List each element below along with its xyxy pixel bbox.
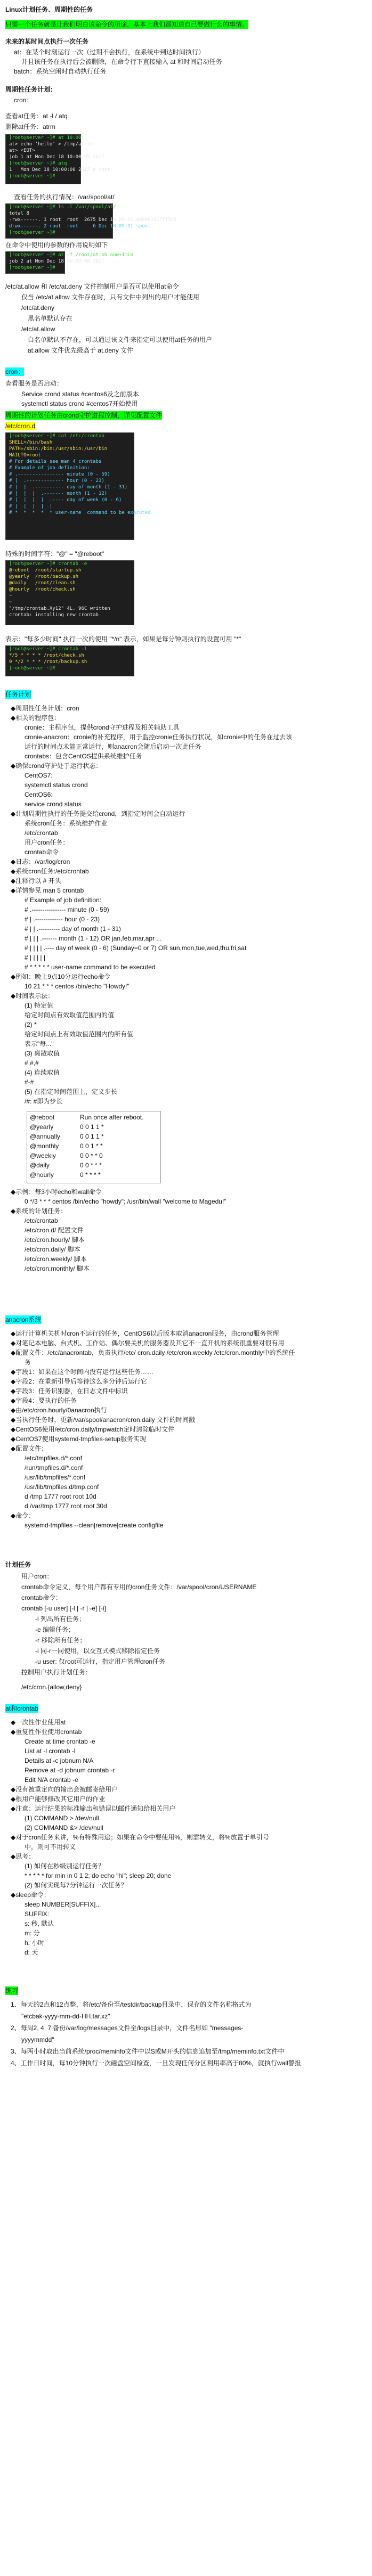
text-line: 运行的时间点未能正常运行，则anacron会随后启动一次此任务	[25, 743, 201, 750]
summary-banner: 任务计划	[5, 691, 31, 698]
text-line: d /var/tmp 1777 root root 30d	[25, 1502, 107, 1510]
text-line: ◆详情参见 man 5 crontab	[11, 887, 84, 894]
special-meaning: 0 * * * *	[80, 1171, 101, 1179]
term-line: @yearly /root/backup.sh	[9, 574, 79, 579]
terminal-at-schedule	[5, 134, 110, 184]
special-keyword: @annually	[30, 1133, 60, 1140]
text-line: crontab [-u user] [-l | -r | -e] [-i]	[21, 1605, 106, 1612]
text-line: 用户cron任务：	[25, 839, 69, 846]
text-line: ◆CentOS6使用/etc/cron.daily/tmpwatch定时清除临时文件	[11, 1426, 175, 1433]
text-line: crontab命令定义，每个用户都有专用的cron任务文件：/var/spool/cron/USERNAME	[21, 1583, 257, 1591]
allow-item: 黑名单默认存在	[28, 315, 73, 322]
text-line: 系统cron任务：系统维护作业	[25, 820, 108, 827]
text-line: ◆确保crond守护处于运行状态：	[11, 762, 102, 770]
text-line: service crond status	[25, 800, 82, 808]
text-line: ◆例如：晚上9点10分运行echo命令	[11, 973, 111, 980]
text-line: (3) 离散取值	[25, 1050, 60, 1057]
text-line: 中，则可不用转义	[25, 1843, 76, 1851]
text-line: ◆字段4：要执行的任务	[11, 1397, 77, 1404]
term-line: ~	[9, 600, 12, 605]
text-line: # | .------------- hour (0 - 23)	[25, 915, 100, 923]
cron-banner: cron：	[5, 368, 25, 375]
text-line: /etc/crontab	[25, 829, 58, 837]
special-keyword: @daily	[30, 1162, 50, 1169]
text-line: cronie-anacron：cronie的补充程序，用于监控cronie任务执行状况，如cronie中的任务在过去该	[25, 733, 293, 741]
text-line: (1) COMMAND > /dev/null	[25, 1814, 99, 1822]
term-line: [root@server ~]#	[9, 666, 59, 671]
text-line: ◆配置文件：/etc/anacrontab，负责执行/etc/ cron.daily /etc/cron.weekly /etc/cron.monthly中的系统任	[11, 1349, 295, 1356]
text-line: 给定时间点上有效取值范围内的所有值	[25, 1031, 134, 1038]
text-line: /etc/cron.monthly/ 脚本	[25, 1265, 90, 1272]
cron-file-tag: /etc/cron.d	[5, 422, 36, 430]
text-line: CentOS7:	[25, 772, 53, 779]
batch-desc: batch：系统空闲时自动执行任务	[14, 68, 107, 75]
term-line: # | | .---------- day of month (1 - 31)	[9, 485, 128, 490]
text-line: 务	[25, 1359, 31, 1366]
special-keyword: @yearly	[30, 1123, 54, 1131]
term-line: job 1 at Mon Dec 18 10:00:00 2017	[9, 154, 104, 160]
text-line: #-#	[25, 1078, 34, 1086]
anacron-banner: anacron系统	[5, 1316, 42, 1323]
term-line: [root@server ~]# at -f /root/at.sh now+1min	[9, 252, 133, 258]
intro-banner: 只需一个任务就是让我们明白该命令的用途，基本上我们都知道自己要做什么的事情。	[5, 21, 249, 28]
section1-title: 未来的某时间点执行一次任务	[5, 38, 89, 45]
term-line: [root@server ~]# atq	[9, 161, 67, 166]
term-line: [root@server ~]# crontab -e	[9, 561, 87, 567]
text-line: s: 秒, 默认	[25, 1920, 54, 1927]
text-line: 给定时间点有效取值范围内的值	[25, 1011, 115, 1019]
text-line: ◆配置文件：	[11, 1445, 48, 1452]
term-line: ~	[9, 593, 12, 599]
term-line: # For details see man 4 crontabs	[9, 459, 102, 464]
text-line: ◆字段2：在重新引导后等待这么多分钟后运行它	[11, 1378, 147, 1385]
term-line: # Example of job definition:	[9, 465, 90, 471]
text-line: ◆当执行任务时，更新/var/spool/anacron/cron.daily 文件的时间戳	[11, 1416, 195, 1424]
control-line: /etc/cron.{allow,deny}	[21, 1683, 82, 1691]
term-line: -rwx------. 1 root root 2675 Dec 18 09:31 a00001017ff5c8	[9, 217, 177, 223]
text-line: ◆重复性作业使用crontab	[11, 1728, 82, 1736]
text-line: (5) 在指定时间范围上，定义步长	[25, 1088, 118, 1095]
text-line: (2) 如何实现每7分钟运行一次任务？	[25, 1882, 127, 1889]
special-table-border	[27, 1111, 161, 1183]
term-line: # | .------------- hour (0 - 23)	[9, 478, 104, 484]
text-line: h: 小时	[25, 1939, 45, 1947]
term-line: 0 */2 * * * /root/backup.sh	[9, 659, 87, 665]
special-caption: 特殊的时间字符："@" = "@reboot"	[5, 550, 104, 558]
term-line: at> echo 'hello' > /tmp/at.txt	[9, 142, 96, 147]
text-line: /etc/cron.weekly/ 脚本	[25, 1255, 87, 1263]
text-line: /etc/crontab	[25, 1217, 58, 1224]
term-line: [root@server ~]# ls -l /var/spool/at/	[9, 205, 116, 210]
special-meaning: 0 0 * * *	[80, 1162, 102, 1169]
text-line: 用户cron：	[21, 1573, 53, 1580]
term-line: total 8	[9, 211, 29, 216]
text-line: crontabs：包含CentOS提供系统维护任务	[25, 753, 142, 760]
text-line: Details at -c jobnum N/A	[25, 1757, 94, 1764]
text-line: # Example of job definition:	[25, 896, 102, 904]
special-meaning: 0 0 * * 0	[80, 1152, 103, 1159]
allow-item: at.allow 文件优先级高于 at.deny 文件	[28, 347, 134, 354]
term-line: # .---------------- minute (0 - 59)	[9, 472, 110, 477]
term-line: [root@server ~]# at 10:00	[9, 135, 82, 141]
allow-item: /etc/at.allow	[21, 325, 55, 333]
term-line: */5 * * * * /root/check.sh	[9, 653, 84, 658]
at-view-cmd: 查看at任务：at -l / atq	[5, 112, 68, 120]
terminal-step-values	[5, 645, 134, 676]
text-line: # .---------------- minute (0 - 59)	[25, 906, 109, 913]
at-crontab-banner: at和crontab	[5, 1705, 39, 1712]
text-line: ◆对于cron任务来讲，%有特殊用途；如果在命令中要使用%，则需转义，将%放置于单引号	[11, 1834, 269, 1841]
special-keyword: @weekly	[30, 1152, 56, 1159]
at-remove-cmd: 删除at任务：atrm	[5, 123, 56, 130]
terminal-spool-listing	[5, 203, 177, 239]
text-line: ◆计划周期性执行的任务提交给crond，到指定时间会自动运行	[11, 810, 185, 817]
term-line: [root@server ~]# crontab -l	[9, 647, 87, 652]
text-line: ◆日志：/var/log/cron	[11, 858, 70, 865]
service-title: 查看服务是否启动：	[5, 380, 63, 387]
text-line: -r 移除所有任务；	[35, 1637, 86, 1644]
text-line: systemd-tmpfiles --clean|remove|create configfile	[25, 1522, 164, 1529]
term-line: # * * * * * user-name command to be executed	[9, 510, 151, 516]
text-line: ◆字段1：如果在这个时间内没有运行这些任务……	[11, 1368, 153, 1376]
text-line: SUFFIX:	[25, 1910, 50, 1918]
text-line: ◆周期性任务计划：cron	[11, 705, 79, 712]
text-line: 4、工作日时间，每10分钟执行一次磁盘空间检查，一旦发现任何分区利用率高于80%，就执行wall警报	[11, 2059, 301, 2067]
text-line: ◆一次性作业使用at	[11, 1719, 66, 1726]
range-caption: 表示："每多少时间" 执行一次的使用 "*/n" 表示，如果是每分钟则执行的设置可用 "*"	[5, 635, 241, 643]
text-line: crontab命令	[25, 848, 59, 856]
text-line: ◆没有被重定向的输出会被邮寄给用户	[11, 1786, 118, 1793]
text-line: d /tmp 1777 root root 10d	[25, 1493, 96, 1500]
text-line: # | | | | .---- day of week (0 - 6) (Sunday=0 or 7) OR sun,mon,tue,wed,thu,fri,sat	[25, 944, 247, 952]
text-line: ◆思考：	[11, 1853, 35, 1860]
text-line: ◆示例：每3小时echo和wall命令	[11, 1188, 102, 1196]
text-line: /etc/cron.daily/ 脚本	[25, 1246, 80, 1253]
term-line: @hourly /root/check.sh	[9, 587, 76, 592]
text-line: Edit N/A crontab -e	[25, 1776, 78, 1784]
term-line: 1 Mon Dec 18 10:00:00 2017 a root	[9, 167, 110, 173]
text-line: ◆对笔记本电脑、台式机、工作站、偶尔要关机的服务器及其它不一直开机的系统很重要对很有用	[11, 1339, 285, 1347]
text-line: /#: #即为步长	[25, 1098, 63, 1105]
at-desc: at：在某个时刻运行一次（过期不会执行，在系统中到达时间执行）	[14, 48, 205, 56]
cron-label: cron：	[14, 96, 33, 104]
text-line: 1、每天的2点和12点整，将/etc/备份至/testdir/backup目录中，保存的文件名称格式为	[11, 2001, 252, 2008]
text-line: /usr/lib/tmpfiles/*.conf	[25, 1474, 86, 1481]
user-cron-title: 计划任务	[5, 1561, 31, 1568]
text-line: ◆时间表示法：	[11, 992, 54, 1000]
special-keyword: @monthly	[30, 1142, 59, 1150]
text-line: (1) 如何在秒级别运行任务？	[25, 1862, 105, 1870]
text-line: Remove at -d jobnum crontab -r	[25, 1767, 115, 1774]
exercise-banner: 练习	[5, 1987, 19, 1994]
text-line: ◆由/etc/cron.hourly/0anacron执行	[11, 1406, 107, 1414]
text-line: cronie：主程序包，提供crond守护进程及相关辅助工具	[25, 724, 180, 731]
text-line: (4) 连续取值	[25, 1069, 60, 1076]
text-line: (2) COMMAND &> /dev/null	[25, 1824, 103, 1831]
text-line: Create at time crontab -e	[25, 1738, 95, 1745]
text-line: ◆相关的程序包：	[11, 714, 61, 722]
term-line: job 2 at Mon Dec 18 09:33:00 2017	[9, 259, 104, 264]
text-line: 表示"每..."	[25, 1040, 54, 1048]
service-line: systemctl status crond #centos7开始使用	[21, 400, 138, 407]
allow-item: /etc/at.deny	[21, 304, 55, 312]
allow-item: 仅当 /etc/at.allow 文件存在时，只有文件中列出的用户才能使用	[21, 293, 200, 301]
text-line: m: 分	[25, 1929, 40, 1937]
text-line: #,#,#	[25, 1059, 39, 1067]
term-line: SHELL=/bin/bash	[9, 440, 53, 445]
text-line: # | | .---------- day of month (1 - 31)	[25, 925, 121, 933]
text-line: /usr/lib/tmpfiles.d/tmp.conf	[25, 1483, 99, 1491]
special-meaning: 0 0 1 * *	[80, 1142, 103, 1150]
service-line: Service crond status #centos6及之前版本	[21, 390, 139, 398]
term-line: # | | | | |	[9, 504, 53, 509]
text-line: 3、每两小时取出当前系统/proc/meminfo文件中以S或M开头的信息追加至/tmp/meminfo.txt文件中	[11, 2048, 285, 2055]
text-line: "etcbak-yyyy-mm-dd-HH.tar.xz"	[21, 2013, 110, 2020]
text-line: (1) 特定值	[25, 1002, 54, 1009]
text-line: sleep NUMBER[SUFFIX]...	[25, 1901, 101, 1908]
text-line: 控制用户执行计划任务：	[21, 1669, 92, 1676]
periodic-title: 周期性任务计划：	[5, 86, 57, 93]
text-line: * * * * * for min in 0 1 2; do echo "hi"; sleep 20; done	[25, 1872, 172, 1879]
term-line: PATH=/sbin:/bin:/usr/sbin:/usr/bin	[9, 446, 108, 452]
text-line: ◆命令：	[11, 1512, 35, 1519]
allow-item: 白名单默认不存在，可以通过该文件来指定可以使用at任务的用户	[28, 336, 213, 344]
text-line: # | | | .------- month (1 - 12) OR jan,feb,mar,apr ...	[25, 935, 162, 942]
text-line: ◆系统的计划任务：	[11, 1207, 67, 1215]
text-line: ◆sleep命令：	[11, 1891, 50, 1899]
at-desc2: 并且该任务在执行后会被删除，在命令行下直接输入 at 和时间启动任务	[21, 58, 222, 66]
text-line: ◆注释行以 # 开头	[11, 877, 61, 885]
text-line: /etc/cron.d/ 配置文件	[25, 1226, 84, 1234]
special-meaning: 0 0 1 1 *	[80, 1123, 104, 1131]
text-line: /run/tmpfiles.d/*.conf	[25, 1464, 83, 1471]
text-line: # | | | | |	[25, 954, 45, 961]
page-title: Linux计划任务、周期性的任务	[5, 6, 93, 13]
text-line: List at -l crontab -l	[25, 1747, 76, 1755]
terminal-at-file	[5, 251, 133, 274]
text-line: ◆注意：运行结果的标准输出和错误以邮件通知给相关用户	[11, 1805, 176, 1812]
text-line: -l 列出所有任务；	[35, 1615, 85, 1623]
text-line: crontab命令：	[21, 1594, 62, 1601]
terminal-crontab-file	[5, 432, 151, 540]
terminal-special-time	[5, 560, 134, 625]
term-line: @daily /root/clean.sh	[9, 580, 76, 586]
text-line: -u user: 仅root可运行，指定用户管理cron任务	[35, 1658, 166, 1665]
text-line: ◆运行计算机关机时cron不运行的任务，CentOS6以后版本取消anacron服务，由crond服务管理	[11, 1330, 279, 1337]
text-line: -e 编辑任务；	[35, 1626, 75, 1633]
term2-note: 在命令中使用的参数的作用说明如下	[5, 241, 108, 249]
term-line: [root@server ~]#	[9, 174, 59, 179]
term-line: # | | | | .---- day of week (0 - 6)	[9, 497, 122, 503]
term-line: [root@server ~]#	[9, 265, 59, 271]
special-meaning: Run once after reboot.	[80, 1114, 144, 1121]
term-line: [root@server ~]# cat /etc/crontab	[9, 434, 104, 439]
special-keyword: @hourly	[30, 1171, 54, 1179]
text-line: d: 天	[25, 1949, 38, 1956]
allow-note: /etc/at.allow 和 /etc/at.deny 文件控制用户是否可以使用at命令	[5, 283, 179, 290]
text-line: systemctl status crond	[25, 781, 88, 789]
term-line: at> <EOT>	[9, 148, 35, 153]
term-line: crontab: installing new crontab	[9, 612, 99, 618]
text-line: yyyymmdd"	[21, 2036, 54, 2043]
text-line: /etc/tmpfiles.d/*.conf	[25, 1454, 83, 1462]
text-line: ◆根用户能够修改其它用户的作业	[11, 1795, 106, 1803]
text-line: # * * * * * user-name command to be executed	[25, 963, 156, 971]
term-line: [root@server ~]#	[9, 230, 59, 235]
special-keyword: @reboot	[30, 1114, 55, 1121]
term-line: "/tmp/crontab.Xy12" 4L, 96C written	[9, 606, 110, 611]
cmd-caption: 查看任务的执行情况：/var/spool/at/	[14, 193, 115, 201]
text-line: /etc/cron.hourly/ 脚本	[25, 1236, 85, 1244]
text-line: 10 21 * * * centos /bin/echo "Howdy!"	[25, 983, 130, 990]
term-line: # | | | .------- month (1 - 12)	[9, 491, 108, 496]
special-meaning: 0 0 1 1 *	[80, 1133, 104, 1140]
term-line: @reboot /root/startup.sh	[9, 568, 82, 573]
text-line: ◆系统cron任务:/etc/crontab	[11, 868, 89, 875]
text-line: 0 */3 * * * centos /bin/echo "howdy"; /usr/bin/wall "welcome to Magedu!"	[25, 1198, 227, 1205]
text-line: CentOS6:	[25, 791, 53, 798]
text-line: -i 同-r一同使用，以交互式模式移除指定任务	[35, 1647, 160, 1655]
term-line: MAILTO=root	[9, 453, 41, 458]
text-line: 2、每周2, 4, 7 备份/var/log/messages文件至/logs目录中，文件名形如 "messages-	[11, 2024, 244, 2032]
term-line: drwx------. 2 root root 6 Dec 18 09:31 spool	[9, 224, 151, 229]
text-line: ◆字段3：任务识别器，在日志文件中标识	[11, 1387, 128, 1395]
text-line: (2) *	[25, 1021, 37, 1028]
cron-intro-banner: 周期性的计划任务由crond守护进程控制，详见配置文件	[5, 412, 163, 419]
text-line: ◆CentOS7使用systemd-tmpfiles-setup服务实现	[11, 1435, 146, 1443]
